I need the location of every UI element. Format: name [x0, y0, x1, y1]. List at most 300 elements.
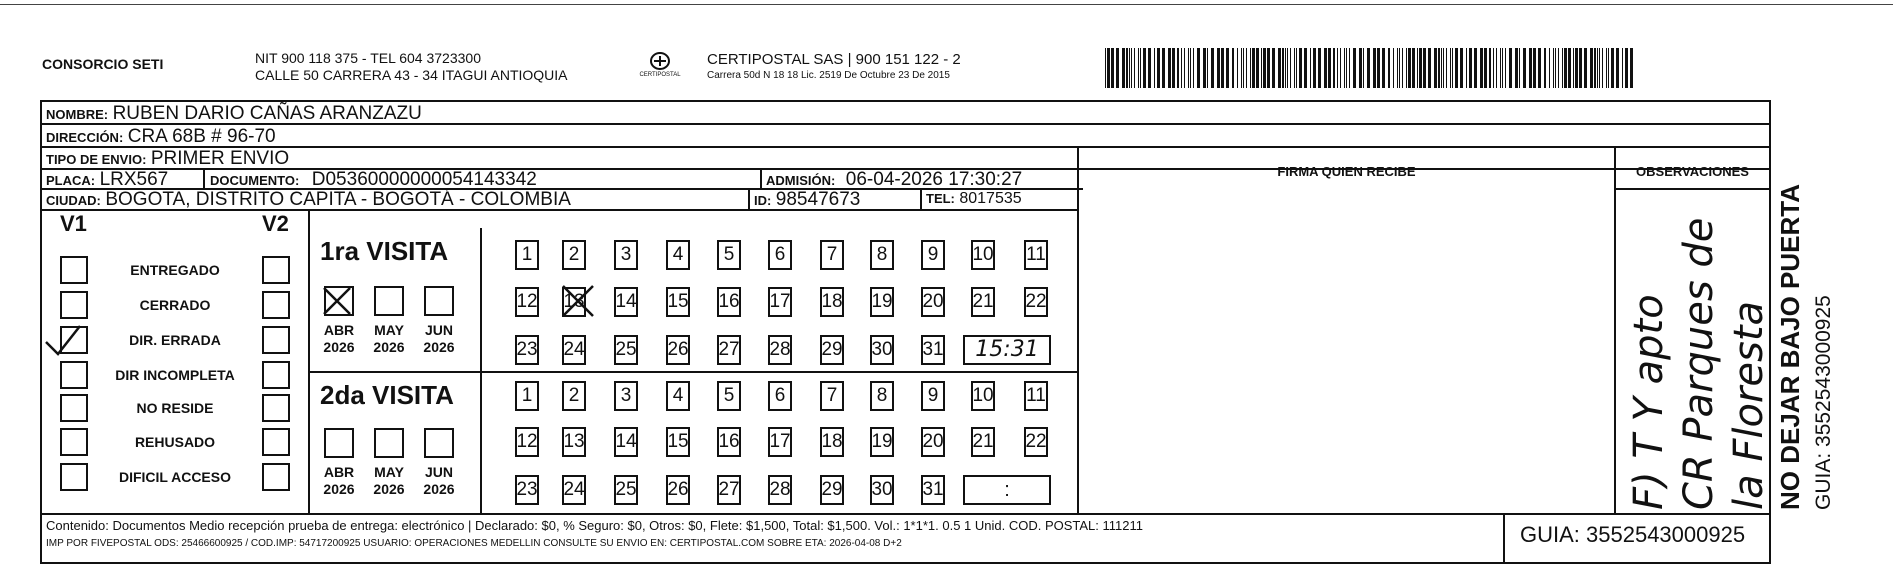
barcode-bar [1318, 48, 1321, 88]
barcode-bar [1287, 48, 1288, 88]
obs-handwriting-1: F) T Y apto [1626, 294, 1672, 510]
second-visit-title: 2da VISITA [320, 380, 454, 410]
day-box: 1 [515, 240, 539, 270]
side-guia: GUIA: 3552543000925 [1812, 295, 1835, 510]
col-line-id [748, 188, 750, 209]
barcode-bar [1333, 48, 1335, 88]
status-label: CERRADO [139, 297, 211, 313]
day-box: 9 [921, 240, 945, 270]
day-box: 4 [666, 240, 690, 270]
barcode-bar [1575, 48, 1578, 88]
barcode-bar [1129, 48, 1130, 88]
barcode-bar [1544, 48, 1546, 88]
barcode-bar [1221, 48, 1224, 88]
barcode-bar [1590, 48, 1593, 88]
barcode-bar [1226, 48, 1229, 88]
month-label [367, 322, 411, 356]
day-box: 30 [870, 335, 894, 365]
day-box: 15 [666, 287, 690, 317]
admision-value: 06-04-2026 17:30:27 [845, 169, 1023, 190]
barcode-bar [1263, 48, 1266, 88]
day-box: 14 [614, 427, 638, 457]
obs-handwriting-3: la Floresta [1726, 300, 1772, 510]
status-label: ENTREGADO [130, 262, 220, 278]
barcode-bar [1493, 48, 1494, 88]
documento-value: D05360000000054143342 [311, 169, 537, 190]
barcode-bar [1267, 48, 1270, 88]
barcode-bar [1434, 48, 1437, 88]
direccion-value: CRA 68B # 96-70 [127, 126, 276, 147]
day-box: 16 [717, 427, 741, 457]
direccion-label: DIRECCIÓN: [46, 130, 124, 145]
day-box: 6 [768, 240, 792, 270]
barcode-bar [1423, 48, 1426, 88]
tel-label: TEL: [926, 191, 955, 206]
barcode-bar [1290, 48, 1291, 88]
barcode-bar [1184, 48, 1185, 88]
status-label: DIR. ERRADA [129, 332, 221, 348]
barcode-bar [1313, 48, 1316, 88]
month-year: 2026 [323, 481, 355, 497]
frame-top [40, 100, 1771, 102]
tipo-row [46, 148, 289, 170]
month-year: 2026 [373, 481, 405, 497]
barcode-bar [1564, 48, 1567, 88]
barcode-bar [1143, 48, 1146, 88]
placa-value: LRX567 [99, 169, 169, 190]
day-box: 23 [515, 475, 539, 505]
v2-checkbox [262, 463, 290, 491]
visit-divider [308, 371, 1079, 373]
barcode-bar [1558, 48, 1559, 88]
barcode-bar [1203, 48, 1206, 88]
day-box: 2 [562, 381, 586, 411]
day-box: 23 [515, 335, 539, 365]
barcode-bar [1515, 48, 1518, 88]
status-label: DIFICIL ACCESO [118, 469, 231, 485]
first-day-x-mark [560, 283, 596, 319]
barcode-bar [1573, 48, 1574, 88]
barcode-bar [1597, 48, 1598, 88]
day-box: 31 [921, 475, 945, 505]
barcode-bar [1134, 48, 1135, 88]
barcode-bar [1505, 48, 1506, 88]
barcode-bar [1399, 48, 1400, 88]
barcode-bar [1172, 48, 1175, 88]
month-label [317, 464, 361, 498]
barcode-bar [1553, 48, 1554, 88]
barcode-bar [1359, 48, 1362, 88]
status-label: DIR INCOMPLETA [115, 367, 235, 383]
barcode-bar [1466, 48, 1467, 88]
day-box: 14 [614, 287, 638, 317]
status-label: NO RESIDE [136, 400, 214, 416]
barcode-bar [1294, 48, 1295, 88]
barcode-bar [1417, 48, 1418, 88]
month-year: 2026 [423, 481, 455, 497]
certipostal-sub: Carrera 50d N 18 18 Lic. 2519 De Octubre 23 De 2015 [707, 70, 950, 81]
month-name: MAY [374, 464, 404, 480]
barcode-bar [1241, 48, 1242, 88]
top-edge [0, 4, 1893, 5]
barcode-bar [1509, 48, 1512, 88]
barcode-bar [1469, 48, 1472, 88]
barcode-bar [1419, 48, 1422, 88]
firma-header: FIRMA QUIEN RECIBE [1277, 164, 1416, 179]
day-box: 19 [870, 427, 894, 457]
barcode-bar [1337, 48, 1338, 88]
barcode-bar [1140, 48, 1141, 88]
barcode-bar [1622, 48, 1623, 88]
day-box: 29 [820, 335, 844, 365]
tipo-label: TIPO DE ENVIO: [46, 152, 147, 167]
address-line: CALLE 50 CARRERA 43 - 34 ITAGUI ANTIOQUIA [255, 67, 568, 83]
day-box: 10 [971, 240, 995, 270]
day-box: 18 [820, 287, 844, 317]
day-box: 29 [820, 475, 844, 505]
barcode-bar [1148, 48, 1151, 88]
day-box: 25 [614, 475, 638, 505]
barcode-bar [1328, 48, 1331, 88]
barcode-bar [1502, 48, 1503, 88]
day-box: 17 [768, 287, 792, 317]
barcode-bar [1304, 48, 1307, 88]
day-box: 20 [921, 427, 945, 457]
barcode-bar [1243, 48, 1244, 88]
barcode-bar [1237, 48, 1238, 88]
nit-line: NIT 900 118 375 - TEL 604 3723300 [255, 50, 481, 66]
barcode-bar [1549, 48, 1550, 88]
month-checkbox [424, 286, 454, 316]
v2-checkbox [262, 394, 290, 422]
day-box: 5 [717, 381, 741, 411]
month-name: MAY [374, 322, 404, 338]
barcode-bar [1523, 48, 1526, 88]
day-box: 1 [515, 381, 539, 411]
tel-value: 8017535 [959, 190, 1022, 207]
nombre-label: NOMBRE: [46, 107, 109, 122]
day-box: 11 [1024, 240, 1048, 270]
barcode-bar [1278, 48, 1281, 88]
barcode-bar [1406, 48, 1407, 88]
barcode-bar [1579, 48, 1582, 88]
barcode-bar [1285, 48, 1286, 88]
barcode-bar [1138, 48, 1139, 88]
barcode-bar [1111, 48, 1114, 88]
ciudad-row [46, 189, 571, 211]
barcode-bar [1154, 48, 1155, 88]
barcode-bar [1474, 48, 1477, 88]
col-line-check [308, 209, 310, 513]
day-box: 5 [717, 240, 741, 270]
col-line-firma [1077, 146, 1079, 513]
placa-label: PLACA: [46, 173, 96, 188]
certipostal-line: CERTIPOSTAL SAS | 900 151 122 - 2 [707, 51, 961, 68]
day-box: 8 [870, 381, 894, 411]
barcode-bar [1122, 48, 1125, 88]
day-box: 31 [921, 335, 945, 365]
v2-checkbox [262, 256, 290, 284]
barcode-bar [1382, 48, 1385, 88]
barcode-bar [1529, 48, 1532, 88]
barcode-bar [1393, 48, 1394, 88]
barcode-bar [1296, 48, 1297, 88]
barcode-bar [1217, 48, 1220, 88]
month-name: ABR [323, 464, 355, 480]
month-checkbox [374, 428, 404, 458]
tel-row [926, 190, 1022, 208]
month-checkbox [324, 428, 354, 458]
v1-checkbox [60, 463, 88, 491]
barcode-bar [1630, 48, 1633, 88]
barcode-bar [1250, 48, 1251, 88]
day-box: 28 [768, 335, 792, 365]
day-box: 16 [717, 287, 741, 317]
day-box: 3 [614, 381, 638, 411]
barcode-bar [1346, 48, 1347, 88]
day-box: 12 [515, 287, 539, 317]
day-box: 22 [1024, 287, 1048, 317]
col-line-obs [1614, 146, 1616, 513]
day-box: 7 [820, 240, 844, 270]
barcode-bar [1157, 48, 1160, 88]
barcode-bar [1353, 48, 1356, 88]
barcode-bar [1460, 48, 1463, 88]
barcode-bar [1211, 48, 1214, 88]
barcode-bar [1533, 48, 1536, 88]
day-box: 20 [921, 287, 945, 317]
day-box: 6 [768, 381, 792, 411]
barcode-bar [1484, 48, 1487, 88]
footer-line [40, 513, 1771, 515]
barcode-bar [1441, 48, 1442, 88]
v1-check-mark [44, 324, 84, 360]
barcode-bar [1340, 48, 1341, 88]
barcode-bar [1105, 48, 1106, 88]
month-label [367, 464, 411, 498]
barcode-bar [1367, 48, 1370, 88]
barcode-bar [1363, 48, 1364, 88]
day-box: 12 [515, 427, 539, 457]
barcode-bar [1116, 48, 1119, 88]
barcode-bar [1608, 48, 1609, 88]
month-checkbox [374, 286, 404, 316]
barcode-bar [1282, 48, 1284, 88]
month-name: JUN [424, 322, 453, 338]
barcode-bar [1397, 48, 1398, 88]
day-box: 28 [768, 475, 792, 505]
barcode-bar [1500, 48, 1501, 88]
day-box: 11 [1024, 381, 1048, 411]
barcode-bar [1625, 48, 1628, 88]
day-box: 21 [971, 427, 995, 457]
obs-handwriting-2: CR Parques de [1676, 217, 1722, 510]
day-box: 26 [666, 475, 690, 505]
month-year: 2026 [373, 339, 405, 355]
day-box: 10 [971, 381, 995, 411]
footer-guia: GUIA: 3552543000925 [1520, 522, 1746, 547]
barcode-bar [1452, 48, 1453, 88]
company-name: CONSORCIO SETI [42, 56, 164, 72]
v2-header: V2 [262, 211, 289, 236]
v2-checkbox [262, 428, 290, 456]
day-box: 22 [1024, 427, 1048, 457]
barcode-bar [1373, 48, 1376, 88]
barcode-bar [1611, 48, 1614, 88]
day-box: 21 [971, 287, 995, 317]
id-label: ID: [754, 193, 772, 208]
barcode-bar [1256, 48, 1259, 88]
col-line-adm [760, 168, 762, 188]
first-visit-title: 1ra VISITA [320, 236, 449, 266]
day-box: 18 [820, 427, 844, 457]
barcode-bar [1377, 48, 1380, 88]
barcode-bar [1261, 48, 1262, 88]
v1-checkbox [60, 361, 88, 389]
frame-bottom [40, 562, 1771, 564]
barcode-bar [1272, 48, 1275, 88]
day-box: 27 [717, 475, 741, 505]
barcode-bar [1480, 48, 1483, 88]
col-line-doc [203, 168, 205, 188]
v1-checkbox [60, 394, 88, 422]
day-box: 30 [870, 475, 894, 505]
barcode-bar [1496, 48, 1497, 88]
barcode-bar [1131, 48, 1132, 88]
barcode-bar [1594, 48, 1596, 88]
day-box: 3 [614, 240, 638, 270]
status-label: REHUSADO [134, 434, 216, 450]
first-visit-time: 15:31 [963, 335, 1051, 365]
month-year: 2026 [423, 339, 455, 355]
documento-row [210, 169, 537, 191]
day-box: 13 [562, 287, 586, 317]
day-box: 4 [666, 381, 690, 411]
barcode-bar [1519, 48, 1520, 88]
id-row [754, 189, 860, 211]
barcode-bar [1207, 48, 1208, 88]
day-box: 25 [614, 335, 638, 365]
barcode-bar [1197, 48, 1200, 88]
barcode-bar [1562, 48, 1563, 88]
barcode-bar [1584, 48, 1587, 88]
documento-label: DOCUMENTO: [210, 173, 300, 188]
day-box: 19 [870, 287, 894, 317]
barcode-bar [1616, 48, 1619, 88]
barcode-bar [1177, 48, 1179, 88]
barcode-bar [1232, 48, 1234, 88]
barcode-bar [1450, 48, 1451, 88]
barcode-bar [1324, 48, 1327, 88]
placa-row [46, 169, 168, 191]
barcode-bar [1538, 48, 1541, 88]
v1-header: V1 [60, 211, 87, 236]
barcode-bar [1126, 48, 1128, 88]
month-label [417, 464, 461, 498]
barcode-bar [1446, 48, 1447, 88]
day-box: 15 [666, 427, 690, 457]
certipostal-logo [640, 50, 680, 80]
v2-checkbox [262, 326, 290, 354]
row-line-4c [1616, 188, 1771, 190]
month-name: ABR [323, 322, 355, 338]
barcode-bar [1168, 48, 1171, 88]
barcode-bar [1568, 48, 1571, 88]
side-warning: NO DEJAR BAJO PUERTA [1775, 183, 1805, 510]
barcode-bar [1190, 48, 1191, 88]
admision-label: ADMISIÓN: [766, 173, 836, 188]
row-line-2 [40, 146, 1771, 148]
barcode-bar [1599, 48, 1600, 88]
ciudad-label: CIUDAD: [46, 193, 101, 208]
col-line-guia [1503, 513, 1505, 564]
nombre-value: RUBEN DARIO CAÑAS ARANZAZU [112, 103, 422, 124]
day-box: 8 [870, 240, 894, 270]
month-label [317, 322, 361, 356]
month-label [417, 322, 461, 356]
barcode-bar [1555, 48, 1556, 88]
nombre-row [46, 103, 422, 125]
day-box: 17 [768, 427, 792, 457]
barcode-bar [1188, 48, 1189, 88]
day-box: 2 [562, 240, 586, 270]
logo-caption: CERTIPOSTAL [639, 72, 681, 78]
barcode-bar [1402, 48, 1403, 88]
tipo-value: PRIMER ENVIO [150, 148, 290, 169]
barcode-bar [1602, 48, 1603, 88]
barcode-bar [1310, 48, 1311, 88]
barcode-bar [1344, 48, 1345, 88]
barcode-bar [1193, 48, 1194, 88]
day-box: 13 [562, 427, 586, 457]
barcode-bar [1606, 48, 1607, 88]
ciudad-value: BOGOTA, DISTRITO CAPITA - BOGOTÁ - COLOMBIA [105, 189, 571, 210]
barcode-bar [1438, 48, 1440, 88]
observaciones-header: OBSERVACIONES [1636, 164, 1749, 179]
v1-checkbox [60, 428, 88, 456]
barcode-bar [1443, 48, 1444, 88]
day-box: 26 [666, 335, 690, 365]
barcode-bar [1181, 48, 1182, 88]
barcode-bar [1107, 48, 1110, 88]
day-box: 7 [820, 381, 844, 411]
col-line-tel [920, 188, 922, 209]
barcode-bar [1162, 48, 1165, 88]
barcode-bar [1408, 48, 1411, 88]
barcode-bar [1412, 48, 1415, 88]
day-box: 24 [562, 335, 586, 365]
id-value: 98547673 [775, 189, 861, 210]
footer-imp: IMP POR FIVEPOSTAL ODS: 25466600925 / COD.IMP: 54717200925 USUARIO: OPERACIONES MEDELLIN CONSULTE SU ENVIO EN: CERTIPOSTAL.COM SOBRE ETA: 2026-04-08 D+2 [46, 538, 902, 549]
month-checkbox [424, 428, 454, 458]
month-name: JUN [424, 464, 453, 480]
v2-checkbox [262, 361, 290, 389]
barcode [1105, 48, 1635, 88]
admision-row [766, 169, 1022, 191]
barcode-bar [1246, 48, 1247, 88]
barcode-bar [1299, 48, 1302, 88]
first-month-x-mark [320, 284, 354, 318]
barcode-bar [1428, 48, 1431, 88]
direccion-row [46, 126, 276, 148]
v1-checkbox [60, 256, 88, 284]
barcode-bar [1349, 48, 1350, 88]
month-year: 2026 [323, 339, 355, 355]
second-visit-time: : [963, 475, 1051, 505]
v1-checkbox [60, 291, 88, 319]
day-box: 24 [562, 475, 586, 505]
barcode-bar [1388, 48, 1390, 88]
